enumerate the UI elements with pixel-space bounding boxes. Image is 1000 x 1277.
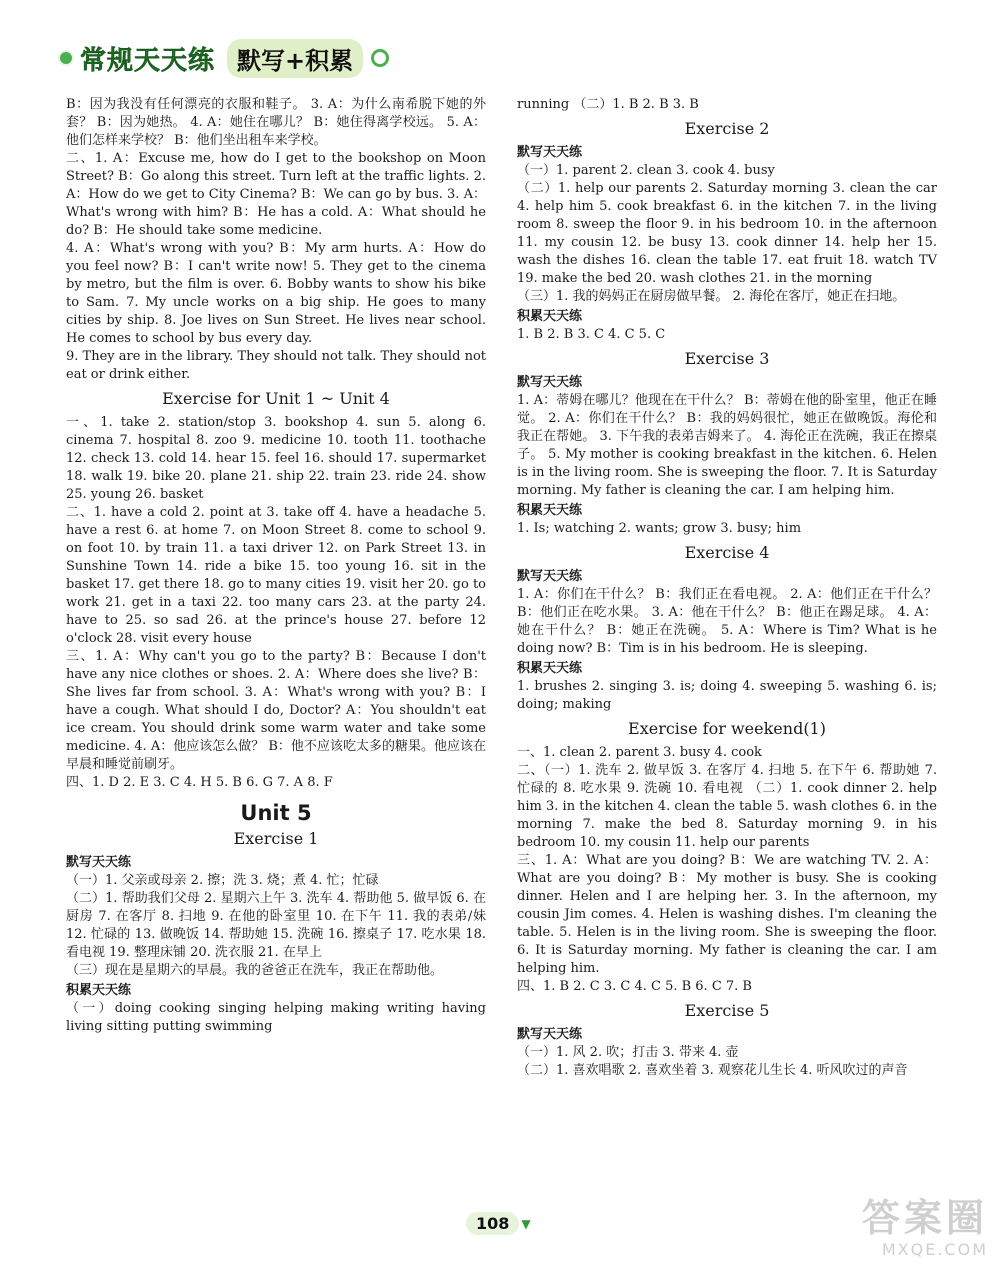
answer-paragraph: （二）1. 帮助我们父母 2. 星期六上午 3. 洗车 4. 帮助他 5. 做早饭 6. 在厨房 7. 在客厅 8. 扫地 9. 在他的卧室里 10. 在下午 11. 我的表弟/妹 12. 忙碌的 13. 做晚饭 14. 帮助她 15. 洗碗 16. 擦桌子 17. 吃水果 18. 看电视 19. 整理床铺 20. 洗衣服 21. 在早上 (66, 891, 486, 960)
answer-paragraph: 二、1. A：Excuse me, how do I get to the bookshop on Moon Street? B：Go along this street. Turn left at the traffic lights. 2. A：How do we get to City Cinema? B：We can go by bus. 3. A：What's wrong with him? B：He has a cold. A：What should he do? B：He should take some medicine. (66, 151, 486, 238)
watermark-cn: 答案圈 (861, 1196, 988, 1240)
answer-paragraph: 二、（一）1. 洗车 2. 做早饭 3. 在客厅 4. 扫地 5. 在下午 6. 帮助她 7. 忙碌的 8. 吃水果 9. 洗碗 10. 看电视 （二）1. cook dinner 2. help him 3. in the kitchen 4. clean the table 5. wash clothes 6. in the morning 7. make the bed 8. Saturday morning 9. in his bedroom 10. my cousin 11. help our parents (517, 763, 937, 850)
answer-paragraph: （二）1. help our parents 2. Saturday morning 3. clean the car 4. help him 5. cook breakfast 6. in the kitchen 7. in the living room 8. sweep the floor 9. in his bedroom 10. in the afternoon 11. my cousin 12. be busy 13. cook dinner 14. help her 15. wash the dishes 16. clean the table 17. eat fruit 18. watch TV 19. make the bed 20. wash clothes 21. in the morning (517, 181, 937, 286)
exercise-heading: Exercise for weekend(1) (628, 719, 826, 738)
answer-paragraph: 二、1. have a cold 2. point at 3. take off 4. have a headache 5. have a rest 6. at home 7. on Moon Street 8. come to school 9. on foot 10. by train 11. a taxi driver 12. on Park Street 13. in Sunshine Town 14. ride a bike 15. too young 16. sit in the basket 17. get there 18. go to many cities 19. visit her 20. go to work 21. get in a taxi 22. too many cars 23. at the party 24. have to 25. so sad 26. at the prince's house 27. before 12 o'clock 28. visit every house (66, 505, 486, 646)
section-heading: 默写天天练 (66, 855, 132, 870)
answer-paragraph: 1. Is; watching 2. wants; grow 3. busy; him (517, 521, 802, 536)
watermark-en: MXQE.COM (881, 1240, 988, 1259)
answer-paragraph: 9. They are in the library. They should not talk. They should not eat or drink either. (66, 349, 486, 382)
header-circle-icon (371, 49, 389, 67)
section-heading: 积累天天练 (517, 309, 583, 324)
section-heading: 默写天天练 (517, 569, 583, 584)
answer-paragraph: （二）1. 喜欢唱歌 2. 喜欢坐着 3. 观察花儿生长 4. 听风吹过的声音 (517, 1063, 908, 1078)
answer-paragraph: 一、1. take 2. station/stop 3. bookshop 4. sun 5. along 6. cinema 7. hospital 8. zoo 9. medicine 10. tooth 11. toothache 12. check 13. cold 14. hear 15. feel 16. should 17. supermarket 18. walk 19. bike 20. plane 21. ship 22. train 23. ride 24. show 25. young 26. basket (66, 415, 486, 502)
answer-paragraph: 三、1. A：What are you doing? B：We are watching TV. 2. A：What are you doing? B：My mother is busy. She is cooking dinner. Helen and I are helping her. 3. In the afternoon, my cousin Jim comes. 4. Helen is washing dishes. I'm cleaning the table. 5. Helen is in the living room. She is sweeping the floor. 6. It is Saturday morning. My father is cleaning the car. I am helping him. (517, 853, 937, 976)
answer-paragraph: （三）现在是星期六的早晨。我的爸爸正在洗车，我正在帮助他。 (66, 963, 444, 978)
book-header (58, 40, 389, 76)
answer-paragraph: 一、1. clean 2. parent 3. busy 4. cook (517, 745, 762, 760)
right-column (517, 96, 937, 1080)
answer-paragraph: 1. A：蒂姆在哪儿？他现在在干什么？ B：蒂姆在他的卧室里，他正在睡觉。 2. A：你们在干什么？ B：我的妈妈很忙，她正在做晚饭。海伦和我正在帮她。 3. 下午我的表弟吉姆来了。 4. 海伦正在洗碗，我正在擦桌子。 5. My mother is cooking breakfast in the kitchen. 6. Helen is in the living room. She is sweeping the floor. 7. It is Saturday morning. My father is cleaning the car. I am helping him. (517, 393, 937, 498)
unit-heading: Unit 5 (240, 801, 312, 825)
answer-paragraph: （一）doing cooking singing helping making writing having living sitting putting swimming (66, 1001, 486, 1034)
section-heading: 默写天天练 (517, 1027, 583, 1042)
section-heading: 积累天天练 (517, 503, 583, 518)
answer-paragraph: B：因为我没有任何漂亮的衣服和鞋子。 3. A：为什么南希脱下她的外套？ B：因为她热。 4. A：她住在哪儿？ B：她住得离学校远。 5. A：他们怎样来学校？ B：他们坐出租车来学校。 (66, 97, 486, 148)
header-dot-icon (58, 50, 74, 66)
answer-paragraph: 四、1. D 2. E 3. C 4. H 5. B 6. G 7. A 8. F (66, 775, 333, 790)
header-subtitle: 默写+积累 (227, 39, 363, 78)
answer-paragraph: 四、1. B 2. C 3. C 4. C 5. B 6. C 7. B (517, 979, 752, 994)
section-heading: 积累天天练 (517, 661, 583, 676)
page-number (466, 1212, 531, 1235)
exercise-heading: Exercise 1 (233, 829, 319, 848)
answer-paragraph: 1. A：你们在干什么？ B：我们正在看电视。 2. A：他们正在干什么？ B：他们正在吃水果。 3. A：他在干什么？ B：他正在踢足球。 4. A：她在干什么？ B：她正在洗碗。 5. A：Where is Tim? What is he doing now? B：Tim is in his bedroom. He is sleeping. (517, 587, 937, 656)
watermark (798, 1196, 988, 1268)
answer-paragraph: 4. A：What's wrong with you? B：My arm hurts. A：How do you feel now? B：I can't write now! 5. They get to the cinema by metro, but the film is over. 6. Bobby wants to show his bike to Sam. 7. My uncle works on a big ship. He goes to many cities by ship. 8. Joe lives on Sun Street. He lives near school. He comes to school by bus every day. (66, 241, 486, 346)
answer-paragraph: （一）1. parent 2. clean 3. cook 4. busy (517, 163, 775, 178)
exercise-heading: Exercise 4 (684, 543, 770, 562)
exercise-heading: Exercise for Unit 1 ~ Unit 4 (162, 389, 390, 408)
answer-paragraph: 1. B 2. B 3. C 4. C 5. C (517, 327, 666, 342)
answer-paragraph: running （二）1. B 2. B 3. B (517, 97, 699, 112)
section-heading: 默写天天练 (517, 145, 583, 160)
page-number-label: 108 (466, 1212, 519, 1235)
answer-paragraph: （三）1. 我的妈妈正在厨房做早餐。 2. 海伦在客厅，她正在扫地。 (517, 289, 906, 304)
answer-paragraph: 三、1. A：Why can't you go to the party? B：Because I don't have any nice clothes or shoes. 2. A：Where does she live? B：She lives far from school. 3. A：What's wrong with you? B：I have a cough. What should I do, Doctor? A：You shouldn't eat ice cream. You should drink some warm water and take some medicine. 4. A：他应该怎么做？ B：他不应该吃太多的糖果。他应该在早晨和睡觉前刷牙。 (66, 649, 486, 772)
header-title: 常规天天练 (80, 45, 216, 76)
exercise-heading: Exercise 3 (684, 349, 770, 368)
leaf-icon: ▼ (521, 1216, 531, 1231)
answer-paragraph: 1. brushes 2. singing 3. is; doing 4. sweeping 5. washing 6. is; doing; making (517, 679, 937, 712)
section-heading: 积累天天练 (66, 983, 132, 998)
exercise-heading: Exercise 5 (684, 1001, 770, 1020)
exercise-heading: Exercise 2 (684, 119, 770, 138)
section-heading: 默写天天练 (517, 375, 583, 390)
left-column (66, 96, 486, 1036)
answer-paragraph: （一）1. 风 2. 吹；打击 3. 带来 4. 壶 (517, 1045, 739, 1060)
answer-paragraph: （一）1. 父亲或母亲 2. 擦；洗 3. 烧；煮 4. 忙；忙碌 (66, 873, 379, 888)
